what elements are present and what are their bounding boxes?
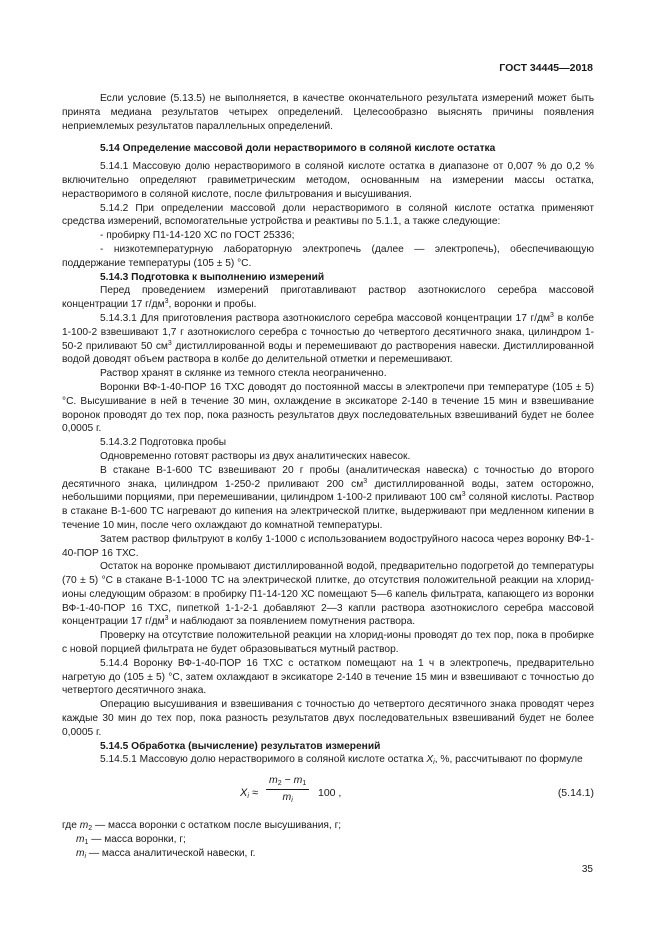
minus-sign: − xyxy=(281,774,294,787)
paragraph-beaker xyxy=(62,464,594,533)
text-run: , воронки и пробы. xyxy=(168,299,257,311)
superscript: 3 xyxy=(363,477,368,485)
list-item-tube: - пробирку П1-14-120 ХС по ГОСТ 25336; xyxy=(100,230,295,242)
superscript: 3 xyxy=(550,311,554,319)
paragraph-simultaneous: Одновременно готовят растворы из двух аналитических навесок. xyxy=(100,450,411,462)
subscript-i: i xyxy=(291,797,293,805)
list-item-furnace: - низкотемпературную лабораторную электропечь (далее — электропечь), обеспечивающую поддержание температуры (105 ± 5) °С. xyxy=(62,243,594,269)
text-run: где xyxy=(62,820,80,832)
subscript-i: i xyxy=(84,852,87,860)
standard-header: ГОСТ 34445—2018 xyxy=(499,62,593,74)
paragraph-funnels: Воронки ВФ-1-40-ПОР 16 ТХС доводят до постоянной массы в электропечи при температуре (105 ± 5) °С. Высушивание в ней в течение 30 мин, охлаждение в эксикаторе 2-140 в течение 15 мин и взвешивание воронок проводят до тех пор, пока разность результатов двух последовательных взвешиваний будет не более 0,0005 г. xyxy=(62,381,594,435)
formula-times-100: 100 , xyxy=(318,787,342,800)
paragraph-median: Если условие (5.13.5) не выполняется, в качестве окончательного результата измерений может быть принята медиана результатов четырех определений. Целесообразно выяснять причины появления неприемлемых результатов параллельных определений. xyxy=(62,93,594,132)
symbol-m: m xyxy=(76,834,85,846)
superscript: 3 xyxy=(164,298,169,306)
paragraph-5-14-3-1 xyxy=(62,312,594,367)
text-run: Перед проведением измерений приготавливают раствор азотнокислого серебра массовой концентрации 17 г/дм xyxy=(62,285,594,311)
paragraph-5-14-5-1 xyxy=(62,753,594,767)
subscript-i: i xyxy=(433,759,435,767)
subscript-i: i xyxy=(247,793,249,801)
symbol-m: m xyxy=(282,791,292,804)
section-heading-5-14-3: 5.14.3 Подготовка к выполнению измерений xyxy=(100,271,325,283)
formula-lhs xyxy=(240,787,258,801)
symbol-m: m xyxy=(76,847,85,859)
subscript-2: 2 xyxy=(277,780,282,788)
formula-legend xyxy=(62,819,594,860)
text-run: дистиллированной воды, затем осторожно, небольшими порциями, при перемешивании, цилиндром 1-100-2 приливают 100 см xyxy=(62,478,594,504)
page-content xyxy=(62,92,594,861)
text-run: в колбе 1-100-2 взвешивают 1,7 г азотнокислого серебра с точностью до четвертого десятичного знака, цилиндром 1-50-2 приливают 50 см xyxy=(62,312,594,352)
symbol-x: X xyxy=(426,754,434,766)
fraction-denominator xyxy=(266,790,309,805)
superscript: 3 xyxy=(164,615,169,623)
paragraph-residue xyxy=(62,560,594,629)
text-run: — масса аналитической навески, г. xyxy=(86,847,256,859)
section-heading-5-14: 5.14 Определение массовой доли нерастворимого в соляной кислоте остатка xyxy=(100,143,496,155)
fraction-numerator xyxy=(266,774,309,790)
symbol-x: X xyxy=(240,787,248,800)
text-run: дистиллированной воды и перемешивают до растворения навески. Дистиллированной водой доводят объем раствора в колбе до делительной отметки и перемешивают. xyxy=(62,340,594,366)
superscript: 3 xyxy=(167,339,172,347)
section-heading-5-14-5: 5.14.5 Обработка (вычисление) результатов измерений xyxy=(100,740,381,752)
text-run: , %, рассчитывают по формуле xyxy=(434,754,583,766)
superscript: 3 xyxy=(461,491,466,499)
paragraph-filter: Затем раствор фильтруют в колбу 1-1000 с использованием водоструйного насоса через воронку ВФ-1-40-ПОР 16 ТХС. xyxy=(62,533,594,559)
page-number: 35 xyxy=(581,864,593,875)
paragraph-5-14-1: 5.14.1 Массовую долю нерастворимого в соляной кислоте остатка в диапазоне от 0,007 % до 0,2 % включительно определяют гравиметрическим методом, основанным на измерении массы остатка, нерастворимого в соляной кислоте, после фильтрования и высушивания. xyxy=(62,161,594,200)
text-run: соляной кислоты. Раствор в стакане В-1-600 ТС нагревают до кипения на электрической плитке, выдерживают при медленном кипении в течение 10 мин, после чего охлаждают до комнатной температуры. xyxy=(62,492,594,531)
text-run: 5.14.5.1 Массовую долю нерастворимого в соляной кислоте остатка xyxy=(100,754,427,766)
text-run: 5.14.3.1 Для приготовления раствора азотнокислого серебра массовой концентрации 17 г/дм xyxy=(100,312,551,324)
formula-5-14-1 xyxy=(62,773,594,819)
symbol-m: m xyxy=(79,820,89,832)
approx-sign: ≈ xyxy=(251,787,259,800)
text-run: — масса воронки, г; xyxy=(88,834,186,846)
paragraph-5-14-4: 5.14.4 Воронку ВФ-1-40-ПОР 16 ТХС с остатком помещают на 1 ч в электропечь, предварительно нагретую до (105 ± 5) °С, затем охлаждают в эксикаторе 2-140 в течение 15 мин и взвешивают с точностью до четвертого десятичного знака. xyxy=(62,657,594,697)
legend-m1 xyxy=(62,833,594,847)
text-run: — масса воронки с остатком после высушивания, г; xyxy=(92,820,342,832)
text-run: и наблюдают за появлением помутнения раствора. xyxy=(168,616,416,628)
paragraph-5-14-3 xyxy=(62,284,594,312)
text-run: В стакане В-1-600 ТС взвешивают 20 г пробы (аналитическая навеска) с точностью до второго десятичного знака, цилиндром 1-250-2 приливают 200 см xyxy=(62,464,594,490)
paragraph-5-14-2: 5.14.2 При определении массовой доли нерастворимого в соляной кислоте остатка применяют средства измерений, вспомогательные устройства и реактивы по 5.1.1, а также следующие: xyxy=(62,202,594,228)
text-run: Остаток на воронке промывают дистиллированной водой, предварительно подогретой до температуры (70 ± 5) °С в стакане В-1-1000 ТС на электрической плитке, до отсутствия положительной реакции на хлорид-ионы следующим образом: в пробирку П1-14-120 ХС помещают 5—6 капель фильтрата, капающего из воронки ВФ-1-40-ПОР 16 ТХС, пипеткой 1-1-2-1 добавляют 2—3 капли раствора азотнокислого серебра массовой концентрации 17 г/дм xyxy=(62,561,594,628)
subscript-2: 2 xyxy=(88,825,93,833)
formula-number: (5.14.1) xyxy=(557,787,594,800)
paragraph-5-14-3-2: 5.14.3.2 Подготовка пробы xyxy=(100,437,227,449)
formula-fraction xyxy=(266,774,309,805)
subscript-1: 1 xyxy=(302,780,307,788)
legend-mi xyxy=(62,847,594,861)
paragraph-drying: Операцию высушивания и взвешивания с точностью до четвертого десятичного знака проводят через каждые 30 мин до тех пор, пока разность результатов двух последовательных взвешиваний будет не более 0,0005 г. xyxy=(62,699,594,738)
paragraph-storage: Раствор хранят в склянке из темного стекла неограниченно. xyxy=(100,368,387,380)
symbol-m: m xyxy=(269,774,278,787)
subscript-1: 1 xyxy=(84,839,89,847)
symbol-m: m xyxy=(293,774,303,787)
legend-m2 xyxy=(62,819,594,833)
paragraph-check: Проверку на отсутствие положительной реакции на хлорид-ионы проводят до тех пор, пока в пробирке с новой порцией фильтрата не будет образовываться мутный раствор. xyxy=(62,630,594,656)
